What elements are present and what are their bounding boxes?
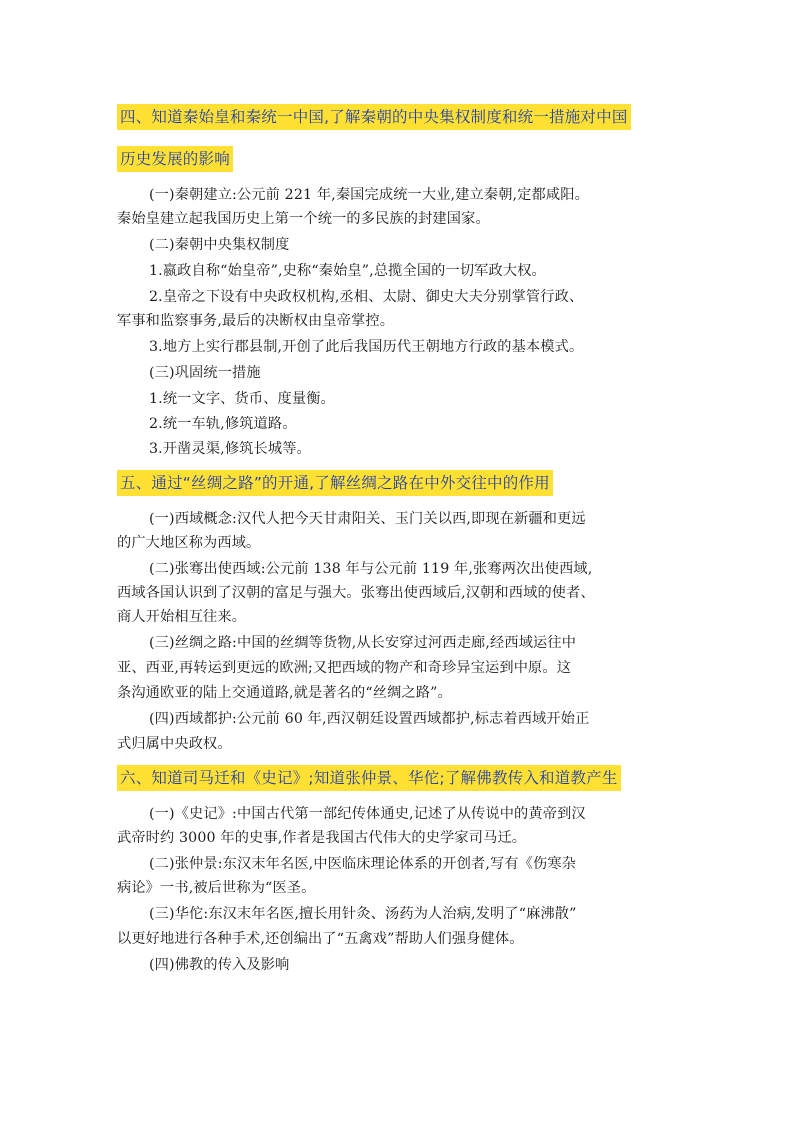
section5-paragraph-line: (三)丝绸之路:中国的丝绸等货物,从长安穿过河西走廊,经西域运往中	[149, 635, 577, 651]
section5-paragraph-line: 商人开始相互往来。	[117, 609, 247, 625]
section4-paragraph-line: 3.开凿灵渠,修筑长城等。	[149, 441, 311, 457]
section5-heading: 五、通过“丝绸之路”的开通,了解丝绸之路在中外交往中的作用	[117, 470, 553, 496]
section4-paragraph-line: 1.嬴政自称“始皇帝”,史称“秦始皇”,总揽全国的一切军政大权。	[149, 263, 546, 279]
section6-paragraph-line: (二)张仲景:东汉末年名医,中医临床理论体系的开创者,写有《伤寒杂	[149, 856, 577, 872]
section5-paragraph-line: (一)西域概念:汉代人把今天甘肃阳关、玉门关以西,即现在新疆和更远	[149, 511, 586, 527]
section6-paragraph-line: 以更好地进行各种手术,还创编出了“五禽戏”帮助人们强身健体。	[117, 931, 524, 947]
section4-heading-line1: 四、知道秦始皇和秦统一中国,了解秦朝的中央集权制度和统一措施对中国	[117, 104, 631, 130]
section5-paragraph-line: (二)张骞出使西域:公元前 138 年与公元前 119 年,张骞两次出使西域,	[149, 561, 593, 577]
section6-paragraph-line: (三)华佗:东汉末年名医,擅长用针灸、汤药为人治病,发明了“麻沸散”	[149, 906, 577, 922]
section4-paragraph-line: 军事和监察事务,最后的决断权由皇帝掌控。	[117, 313, 395, 329]
section4-paragraph-line: (三)巩固统一措施	[149, 365, 261, 381]
section4-paragraph-line: (二)秦朝中央集权制度	[149, 237, 290, 253]
section4-paragraph-line: 1.统一文字、货币、度量衡。	[149, 391, 335, 407]
section4-paragraph-line: 3.地方上实行郡县制,开创了此后我国历代王朝地方行政的基本模式。	[149, 339, 584, 355]
section4-paragraph-line: 2.统一车轨,修筑道路。	[149, 416, 297, 432]
section6-paragraph-line: (四)佛教的传入及影响	[149, 957, 290, 973]
section5-paragraph-line: 亚、西亚,再转运到更远的欧洲;又把西域的物产和奇珍异宝运到中原。这	[117, 660, 572, 676]
section6-paragraph-line: 武帝时约 3000 年的史事,作者是我国古代伟大的史学家司马迁。	[117, 830, 527, 846]
section5-paragraph-line: 西域各国认识到了汉朝的富足与强大。张骞出使西域后,汉朝和西域的使者、	[117, 585, 595, 601]
section4-paragraph-line: (一)秦朝建立:公元前 221 年,秦国完成统一大业,建立秦朝,定都咸阳。	[149, 187, 589, 203]
section5-paragraph-line: 条沟通欧亚的陆上交通道路,就是著名的“丝绸之路”。	[117, 685, 452, 701]
section4-paragraph-line: 秦始皇建立起我国历史上第一个统一的多民族的封建国家。	[117, 211, 490, 227]
section6-paragraph-line: 病论》一书,被后世称为“医圣。	[117, 880, 316, 896]
section5-paragraph-line: (四)西域都护:公元前 60 年,西汉朝廷设置西域都护,标志着西域开始正	[149, 711, 590, 727]
section4-paragraph-line: 2.皇帝之下设有中央政权机构,丞相、太尉、御史大夫分别掌管行政、	[149, 289, 584, 305]
section6-paragraph-line: (一)《史记》:中国古代第一部纪传体通史,记述了从传说中的黄帝到汉	[149, 806, 586, 822]
section4-heading-line2: 历史发展的影响	[117, 146, 233, 172]
section5-paragraph-line: 式归属中央政权。	[117, 736, 232, 752]
section6-heading: 六、知道司马迁和《史记》;知道张仲景、华佗;了解佛教传入和道教产生	[117, 765, 621, 791]
section5-paragraph-line: 的广大地区称为西域。	[117, 535, 261, 551]
